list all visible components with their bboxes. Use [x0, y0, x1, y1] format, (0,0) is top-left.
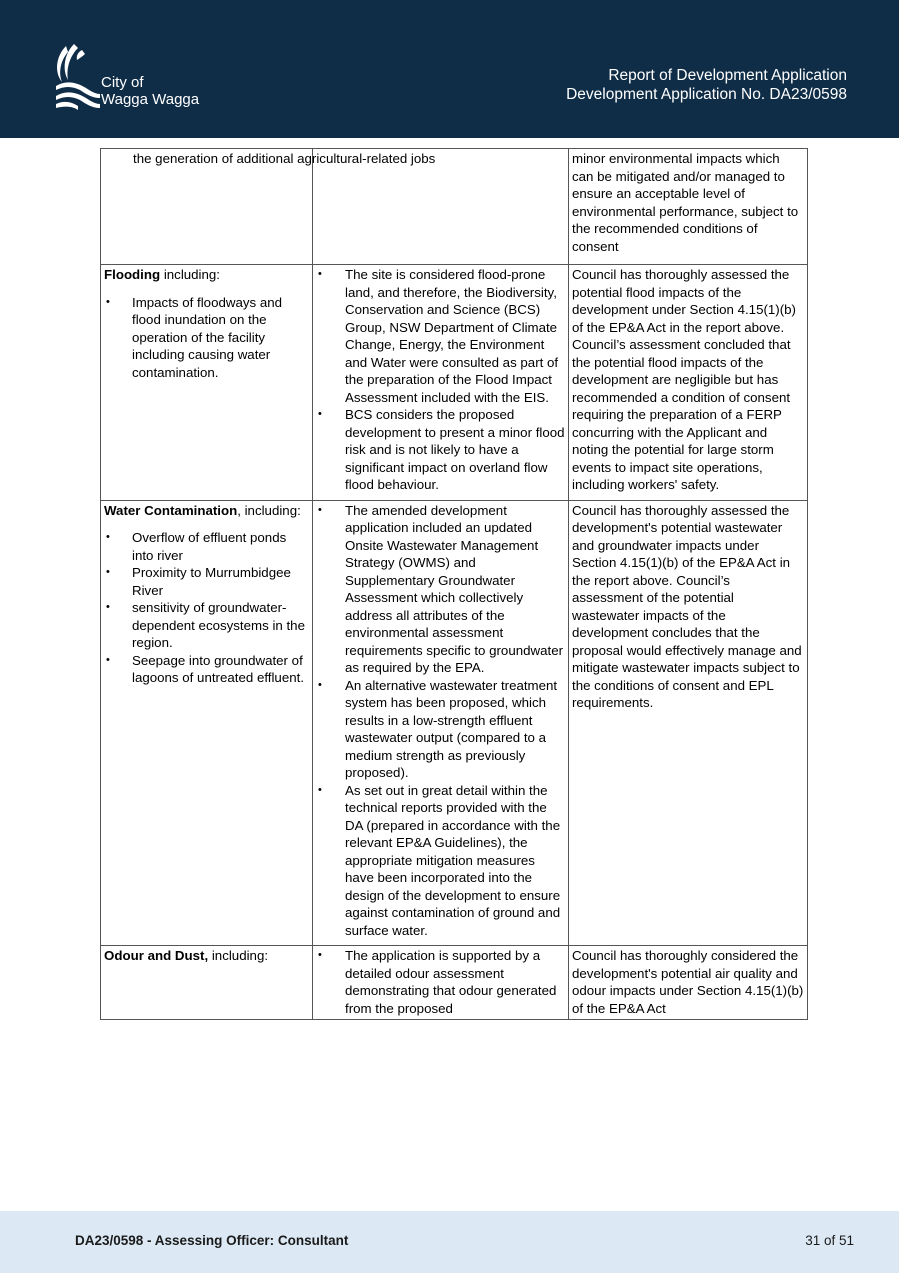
report-title — [566, 66, 847, 104]
list-item: • Overflow of effluent ponds into river — [104, 529, 309, 564]
response-cell — [133, 149, 569, 265]
list-item: • As set out in great detail within the technical reports provided with the DA (prepared in accordance with the relevant EP&A Guidelines), the appropriate mitigation measures have been incorporated into the design of the development to ensure against contamination of ground and surface water. — [316, 782, 565, 940]
list-item: • Proximity to Murrumbidgee River — [104, 564, 309, 599]
response-cell — [313, 500, 569, 946]
page-header — [0, 0, 899, 138]
list-item: • Seepage into groundwater of lagoons of untreated effluent. — [104, 652, 309, 687]
response-list — [316, 266, 565, 494]
assessment-cell: Council has thoroughly assessed the potential flood impacts of the development under Section 4.15(1)(b) of the EP&A Act in the report above. Council’s assessment concluded that the potential flood impacts of the development are negligible but has recommended a condition of consent requiring the preparation of a FERP concurring with the Applicant and noting the potential for large storm events to impact site operations, including workers' safety. — [569, 265, 808, 501]
table-row — [101, 265, 808, 501]
assessment-cell: Council has thoroughly assessed the development's potential wastewater and groundwater impacts under Section 4.15(1)(b) of the EP&A Act in the report above. Council’s assessment of the potential wastewater impacts of the development concludes that the proposal would effectively manage and mitigate wastewater impacts subject to the conditions of consent and EPL requirements. — [569, 500, 808, 946]
response-cell — [313, 265, 569, 501]
assessment-cell: minor environmental impacts which can be mitigated and/or managed to ensure an acceptable level of environmental performance, subject to the recommended conditions of consent — [569, 149, 808, 265]
list-item: • An alternative wastewater treatment system has been proposed, which results in a low-strength effluent wastewater output (compared to a medium strength as previously proposed). — [316, 677, 565, 782]
report-title-line-2: Development Application No. DA23/0598 — [566, 86, 847, 103]
issue-heading — [104, 947, 309, 965]
issue-list — [104, 529, 309, 687]
issue-heading-bold: Flooding — [104, 267, 161, 282]
logo-line-2: Wagga Wagga — [101, 91, 200, 108]
issue-heading — [104, 502, 309, 520]
list-item: • The application is supported by a detailed odour assessment demonstrating that odour generated from the proposed — [316, 947, 565, 1017]
table-row — [101, 946, 808, 1020]
list-item: • sensitivity of groundwater-dependent ecosystems in the region. — [104, 599, 309, 652]
issue-cell — [101, 265, 313, 501]
list-item: • The site is considered flood-prone land, and therefore, the Biodiversity, Conservation and Science (BCS) Group, NSW Department of Climate Change, Energy, the Environment and Water were consulted as part of the preparation of the Flood Impact Assessment included with the EIS. — [316, 266, 565, 406]
issue-cell — [101, 500, 313, 946]
response-text: the generation of additional agricultural-related jobs — [133, 151, 436, 166]
footer-reference: DA23/0598 - Assessing Officer: Consultant — [75, 1233, 349, 1248]
response-cell — [313, 946, 569, 1020]
list-item: • The amended development application included an updated Onsite Wastewater Management Strategy (OWMS) and Supplementary Groundwater Assessment which collectively address all attributes of the environmental assessment requirements specific to groundwater as required by the EPA. — [316, 502, 565, 677]
issue-heading-suffix: including: — [160, 267, 220, 282]
assessment-cell: Council has thoroughly considered the development's potential air quality and odour impacts under Section 4.15(1)(b) of the EP&A Act — [569, 946, 808, 1020]
logo-line-1: City of — [101, 74, 144, 91]
page-number: 31 of 51 — [805, 1233, 854, 1248]
issue-heading-suffix: , including: — [237, 502, 301, 518]
response-list — [316, 502, 565, 940]
table-row — [101, 500, 808, 946]
issue-list — [104, 294, 309, 382]
submissions-table — [100, 148, 808, 1020]
table-row — [101, 149, 808, 265]
list-item: • Impacts of floodways and flood inundation on the operation of the facility including causing water contamination. — [104, 294, 309, 382]
logo-text — [101, 74, 199, 108]
list-item: • BCS considers the proposed development to present a minor flood risk and is not likely to have a significant impact on overland flow flood behaviour. — [316, 406, 565, 494]
issue-heading-suffix: including: — [208, 948, 269, 963]
issue-cell — [101, 946, 313, 1020]
issue-heading-bold: Odour and Dust, — [104, 948, 209, 963]
issue-heading-bold: Water Contamination — [104, 502, 238, 518]
response-list — [316, 947, 565, 1017]
report-title-line-1: Report of Development Application — [608, 67, 847, 84]
page-footer — [0, 1211, 899, 1273]
issue-heading — [104, 266, 309, 284]
